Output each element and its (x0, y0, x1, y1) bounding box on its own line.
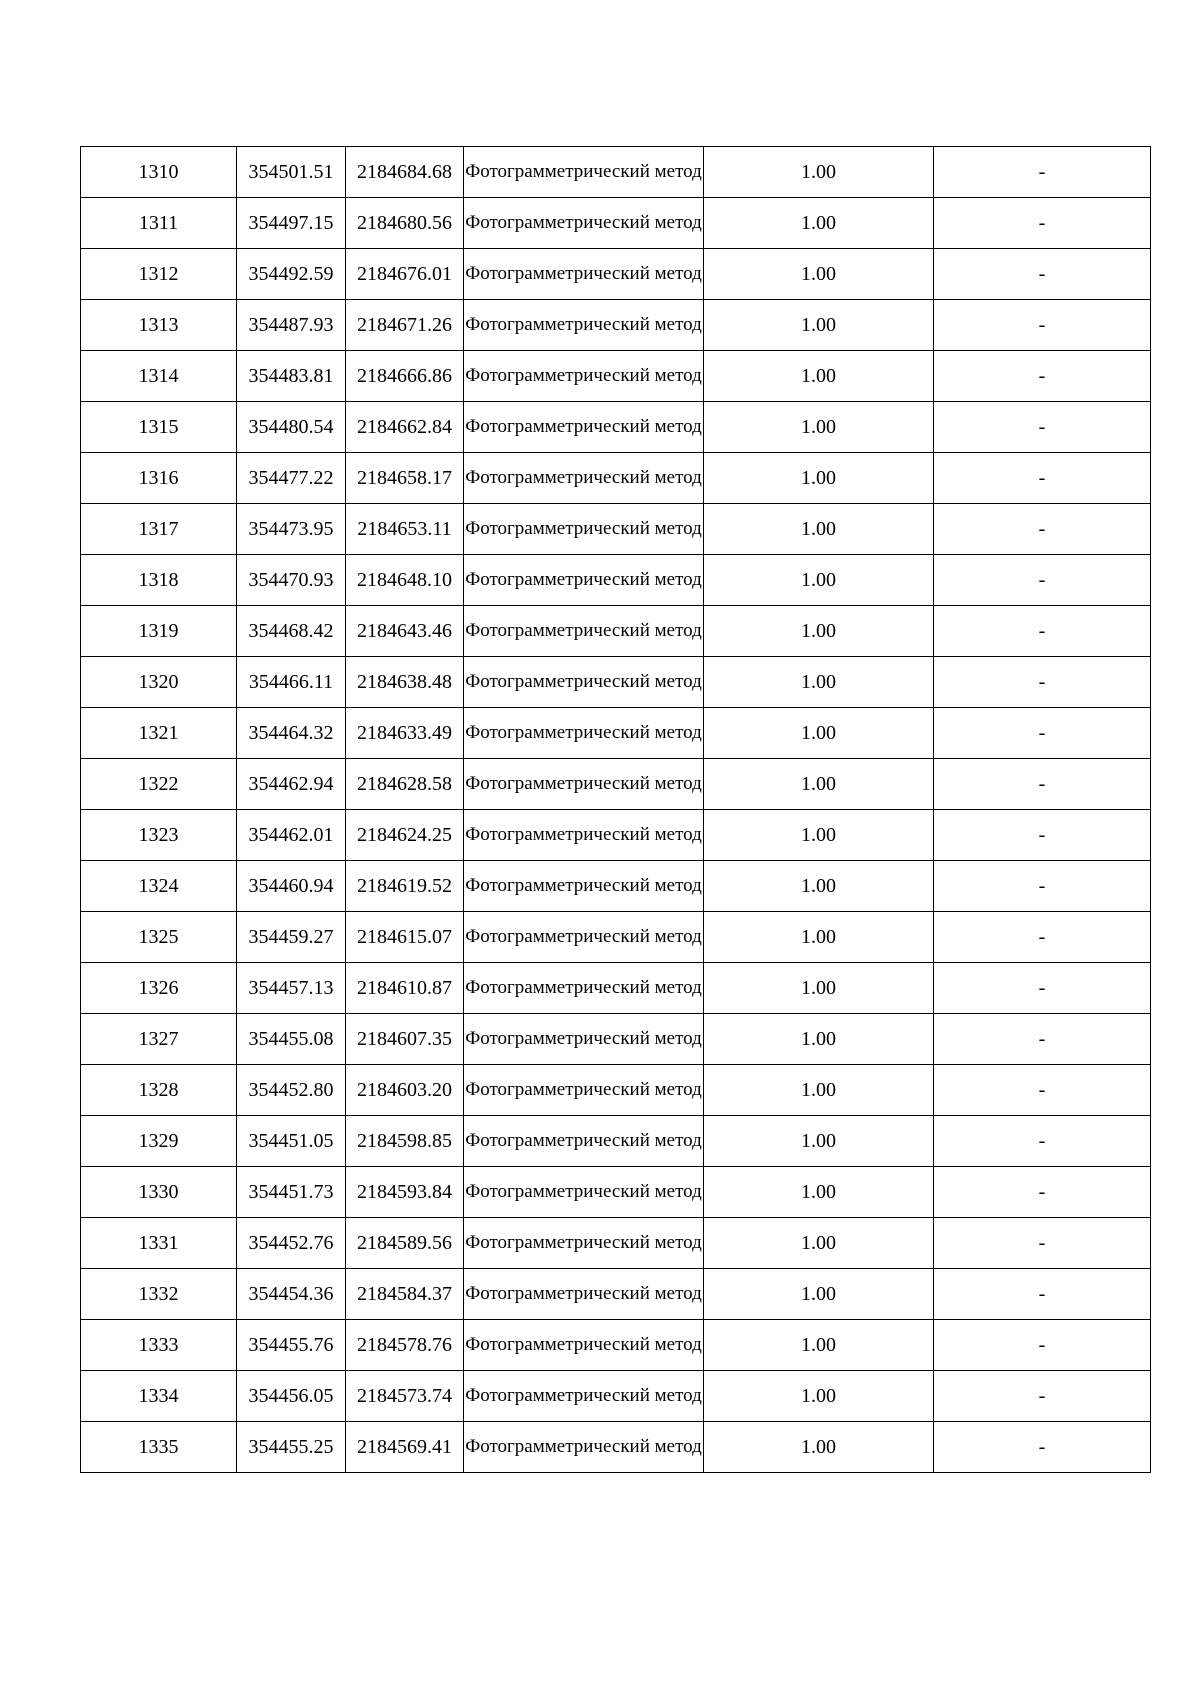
x-coordinate-cell: 354457.13 (237, 963, 346, 1014)
point-number-cell: 1311 (81, 198, 237, 249)
description-cell: - (934, 1218, 1151, 1269)
method-cell: Фотограмметрический метод (464, 402, 704, 453)
method-cell: Фотограмметрический метод (464, 1218, 704, 1269)
y-coordinate-cell: 2184573.74 (346, 1371, 464, 1422)
y-coordinate-cell: 2184684.68 (346, 147, 464, 198)
accuracy-cell: 1.00 (704, 555, 934, 606)
accuracy-cell: 1.00 (704, 402, 934, 453)
point-number-cell: 1334 (81, 1371, 237, 1422)
x-coordinate-cell: 354456.05 (237, 1371, 346, 1422)
table-row (81, 1167, 1151, 1218)
y-coordinate-cell: 2184648.10 (346, 555, 464, 606)
description-cell: - (934, 1269, 1151, 1320)
table-row (81, 402, 1151, 453)
point-number-cell: 1316 (81, 453, 237, 504)
coordinates-table (80, 146, 1151, 1473)
method-cell: Фотограмметрический метод (464, 1320, 704, 1371)
x-coordinate-cell: 354477.22 (237, 453, 346, 504)
description-cell: - (934, 1320, 1151, 1371)
x-coordinate-cell: 354455.08 (237, 1014, 346, 1065)
accuracy-cell: 1.00 (704, 1269, 934, 1320)
method-cell: Фотограмметрический метод (464, 1065, 704, 1116)
y-coordinate-cell: 2184653.11 (346, 504, 464, 555)
table-row (81, 1116, 1151, 1167)
description-cell: - (934, 1422, 1151, 1473)
table-row (81, 351, 1151, 402)
y-coordinate-cell: 2184598.85 (346, 1116, 464, 1167)
description-cell: - (934, 453, 1151, 504)
method-cell: Фотограмметрический метод (464, 912, 704, 963)
table-row (81, 912, 1151, 963)
accuracy-cell: 1.00 (704, 147, 934, 198)
y-coordinate-cell: 2184615.07 (346, 912, 464, 963)
description-cell: - (934, 351, 1151, 402)
accuracy-cell: 1.00 (704, 657, 934, 708)
point-number-cell: 1326 (81, 963, 237, 1014)
point-number-cell: 1331 (81, 1218, 237, 1269)
x-coordinate-cell: 354470.93 (237, 555, 346, 606)
point-number-cell: 1329 (81, 1116, 237, 1167)
y-coordinate-cell: 2184633.49 (346, 708, 464, 759)
description-cell: - (934, 198, 1151, 249)
table-row (81, 708, 1151, 759)
accuracy-cell: 1.00 (704, 708, 934, 759)
x-coordinate-cell: 354501.51 (237, 147, 346, 198)
x-coordinate-cell: 354451.05 (237, 1116, 346, 1167)
description-cell: - (934, 1116, 1151, 1167)
table-row (81, 861, 1151, 912)
y-coordinate-cell: 2184666.86 (346, 351, 464, 402)
x-coordinate-cell: 354487.93 (237, 300, 346, 351)
point-number-cell: 1317 (81, 504, 237, 555)
method-cell: Фотограмметрический метод (464, 1014, 704, 1065)
point-number-cell: 1322 (81, 759, 237, 810)
table-row (81, 1065, 1151, 1116)
method-cell: Фотограмметрический метод (464, 810, 704, 861)
x-coordinate-cell: 354451.73 (237, 1167, 346, 1218)
x-coordinate-cell: 354454.36 (237, 1269, 346, 1320)
table-row (81, 555, 1151, 606)
accuracy-cell: 1.00 (704, 300, 934, 351)
description-cell: - (934, 606, 1151, 657)
x-coordinate-cell: 354464.32 (237, 708, 346, 759)
point-number-cell: 1321 (81, 708, 237, 759)
y-coordinate-cell: 2184658.17 (346, 453, 464, 504)
description-cell: - (934, 147, 1151, 198)
accuracy-cell: 1.00 (704, 1422, 934, 1473)
x-coordinate-cell: 354473.95 (237, 504, 346, 555)
table-row (81, 606, 1151, 657)
method-cell: Фотограмметрический метод (464, 1269, 704, 1320)
coordinates-table-body (81, 147, 1151, 1473)
x-coordinate-cell: 354459.27 (237, 912, 346, 963)
y-coordinate-cell: 2184619.52 (346, 861, 464, 912)
y-coordinate-cell: 2184593.84 (346, 1167, 464, 1218)
method-cell: Фотограмметрический метод (464, 147, 704, 198)
table-row (81, 1269, 1151, 1320)
table-row (81, 198, 1151, 249)
description-cell: - (934, 708, 1151, 759)
description-cell: - (934, 402, 1151, 453)
y-coordinate-cell: 2184680.56 (346, 198, 464, 249)
method-cell: Фотограмметрический метод (464, 249, 704, 300)
point-number-cell: 1328 (81, 1065, 237, 1116)
point-number-cell: 1335 (81, 1422, 237, 1473)
point-number-cell: 1319 (81, 606, 237, 657)
table-row (81, 759, 1151, 810)
accuracy-cell: 1.00 (704, 1014, 934, 1065)
method-cell: Фотограмметрический метод (464, 453, 704, 504)
y-coordinate-cell: 2184628.58 (346, 759, 464, 810)
method-cell: Фотограмметрический метод (464, 504, 704, 555)
method-cell: Фотограмметрический метод (464, 555, 704, 606)
point-number-cell: 1310 (81, 147, 237, 198)
x-coordinate-cell: 354480.54 (237, 402, 346, 453)
point-number-cell: 1313 (81, 300, 237, 351)
point-number-cell: 1315 (81, 402, 237, 453)
method-cell: Фотограмметрический метод (464, 657, 704, 708)
point-number-cell: 1312 (81, 249, 237, 300)
point-number-cell: 1324 (81, 861, 237, 912)
accuracy-cell: 1.00 (704, 504, 934, 555)
accuracy-cell: 1.00 (704, 1065, 934, 1116)
table-row (81, 1218, 1151, 1269)
table-row (81, 1014, 1151, 1065)
description-cell: - (934, 555, 1151, 606)
point-number-cell: 1318 (81, 555, 237, 606)
description-cell: - (934, 912, 1151, 963)
accuracy-cell: 1.00 (704, 963, 934, 1014)
method-cell: Фотограмметрический метод (464, 1116, 704, 1167)
y-coordinate-cell: 2184584.37 (346, 1269, 464, 1320)
point-number-cell: 1320 (81, 657, 237, 708)
description-cell: - (934, 861, 1151, 912)
point-number-cell: 1325 (81, 912, 237, 963)
y-coordinate-cell: 2184662.84 (346, 402, 464, 453)
method-cell: Фотограмметрический метод (464, 606, 704, 657)
x-coordinate-cell: 354462.01 (237, 810, 346, 861)
accuracy-cell: 1.00 (704, 198, 934, 249)
table-row (81, 147, 1151, 198)
x-coordinate-cell: 354466.11 (237, 657, 346, 708)
accuracy-cell: 1.00 (704, 249, 934, 300)
table-row (81, 1320, 1151, 1371)
accuracy-cell: 1.00 (704, 1371, 934, 1422)
x-coordinate-cell: 354455.76 (237, 1320, 346, 1371)
method-cell: Фотограмметрический метод (464, 759, 704, 810)
table-row (81, 1422, 1151, 1473)
x-coordinate-cell: 354462.94 (237, 759, 346, 810)
accuracy-cell: 1.00 (704, 453, 934, 504)
accuracy-cell: 1.00 (704, 1320, 934, 1371)
y-coordinate-cell: 2184671.26 (346, 300, 464, 351)
table-row (81, 453, 1151, 504)
table-row (81, 810, 1151, 861)
accuracy-cell: 1.00 (704, 1218, 934, 1269)
y-coordinate-cell: 2184610.87 (346, 963, 464, 1014)
y-coordinate-cell: 2184676.01 (346, 249, 464, 300)
y-coordinate-cell: 2184643.46 (346, 606, 464, 657)
x-coordinate-cell: 354452.76 (237, 1218, 346, 1269)
y-coordinate-cell: 2184569.41 (346, 1422, 464, 1473)
method-cell: Фотограмметрический метод (464, 300, 704, 351)
accuracy-cell: 1.00 (704, 912, 934, 963)
accuracy-cell: 1.00 (704, 606, 934, 657)
method-cell: Фотограмметрический метод (464, 861, 704, 912)
method-cell: Фотограмметрический метод (464, 1371, 704, 1422)
description-cell: - (934, 300, 1151, 351)
accuracy-cell: 1.00 (704, 1167, 934, 1218)
y-coordinate-cell: 2184624.25 (346, 810, 464, 861)
y-coordinate-cell: 2184578.76 (346, 1320, 464, 1371)
table-row (81, 249, 1151, 300)
accuracy-cell: 1.00 (704, 759, 934, 810)
table-row (81, 657, 1151, 708)
point-number-cell: 1332 (81, 1269, 237, 1320)
description-cell: - (934, 1014, 1151, 1065)
method-cell: Фотограмметрический метод (464, 1422, 704, 1473)
x-coordinate-cell: 354483.81 (237, 351, 346, 402)
description-cell: - (934, 963, 1151, 1014)
x-coordinate-cell: 354468.42 (237, 606, 346, 657)
description-cell: - (934, 504, 1151, 555)
description-cell: - (934, 657, 1151, 708)
accuracy-cell: 1.00 (704, 1116, 934, 1167)
accuracy-cell: 1.00 (704, 810, 934, 861)
point-number-cell: 1323 (81, 810, 237, 861)
accuracy-cell: 1.00 (704, 861, 934, 912)
description-cell: - (934, 1065, 1151, 1116)
x-coordinate-cell: 354492.59 (237, 249, 346, 300)
point-number-cell: 1314 (81, 351, 237, 402)
description-cell: - (934, 759, 1151, 810)
description-cell: - (934, 249, 1151, 300)
y-coordinate-cell: 2184638.48 (346, 657, 464, 708)
method-cell: Фотограмметрический метод (464, 963, 704, 1014)
table-row (81, 300, 1151, 351)
table-row (81, 504, 1151, 555)
description-cell: - (934, 810, 1151, 861)
point-number-cell: 1330 (81, 1167, 237, 1218)
description-cell: - (934, 1167, 1151, 1218)
y-coordinate-cell: 2184603.20 (346, 1065, 464, 1116)
x-coordinate-cell: 354497.15 (237, 198, 346, 249)
accuracy-cell: 1.00 (704, 351, 934, 402)
method-cell: Фотограмметрический метод (464, 1167, 704, 1218)
table-row (81, 963, 1151, 1014)
point-number-cell: 1333 (81, 1320, 237, 1371)
y-coordinate-cell: 2184589.56 (346, 1218, 464, 1269)
point-number-cell: 1327 (81, 1014, 237, 1065)
y-coordinate-cell: 2184607.35 (346, 1014, 464, 1065)
method-cell: Фотограмметрический метод (464, 351, 704, 402)
x-coordinate-cell: 354460.94 (237, 861, 346, 912)
method-cell: Фотограмметрический метод (464, 708, 704, 759)
x-coordinate-cell: 354455.25 (237, 1422, 346, 1473)
x-coordinate-cell: 354452.80 (237, 1065, 346, 1116)
table-row (81, 1371, 1151, 1422)
description-cell: - (934, 1371, 1151, 1422)
method-cell: Фотограмметрический метод (464, 198, 704, 249)
